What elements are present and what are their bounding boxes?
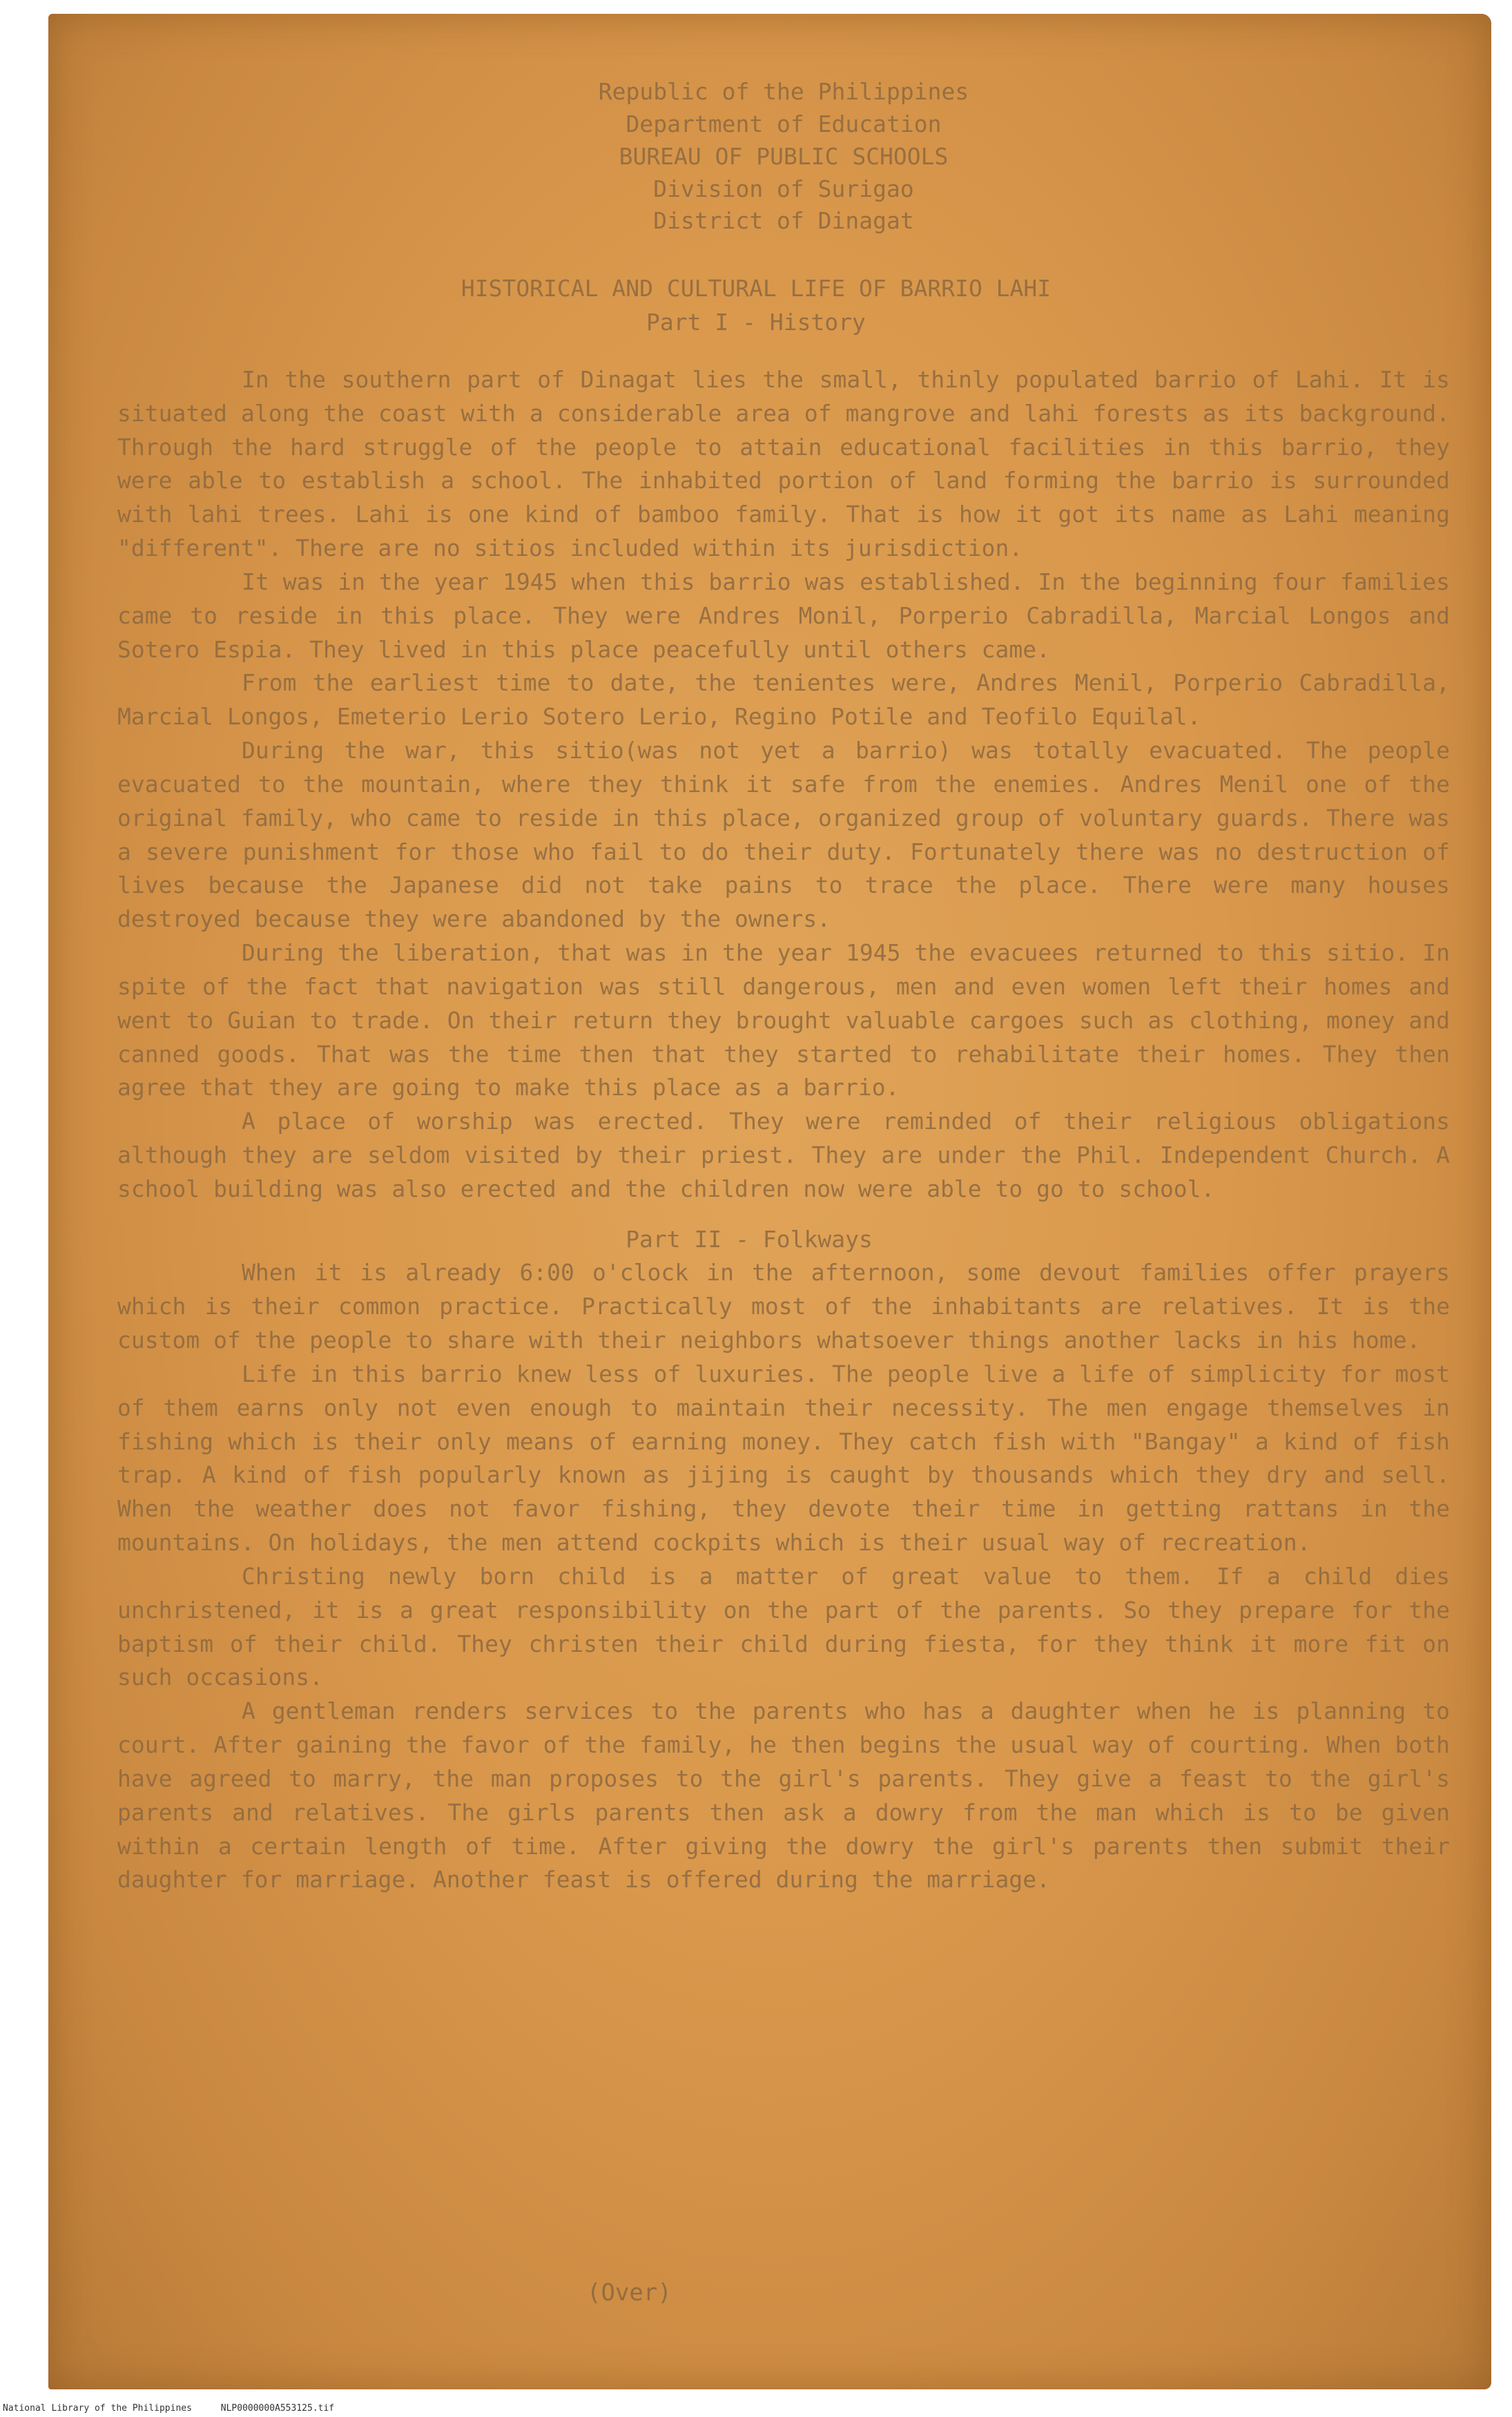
section-heading-history: Part I - History (646, 309, 866, 336)
history-paragraph: During the war, this sitio(was not yet a barrio) was totally evacuated. The people evacuated to the mountain, where they think it safe from the enemies. Andres Menil one of the original family, who came to reside in this place, organized group of voluntary guards. There was a severe punishment for those who fail to do their duty. Fortunately there was no destruction of lives because the Japanese did not take pains to trace the place. There were many houses destroyed because they were abandoned by the owners. (117, 737, 1450, 933)
document-title (55, 272, 1457, 340)
section-history (117, 363, 1457, 1206)
title-main: HISTORICAL AND CULTURAL LIFE OF BARRIO LAHI (461, 275, 1051, 302)
folkways-paragraph: Christing newly born child is a matter of great value to them. If a child dies unchristened, it is a great responsibility on the part of the parents. So they prepare for the baptism of their child. They christen their child during fiesta, for they think it more fit on such occasions. (117, 1562, 1450, 1691)
header-line-district: District of Dinagat (653, 207, 914, 235)
section-folkways (117, 1256, 1457, 1897)
scan-file-id: NLP0000000A553125.tif (220, 2403, 335, 2414)
header-line-department: Department of Education (626, 110, 942, 137)
history-paragraph: From the earliest time to date, the tenientes were, Andres Menil, Porperio Cabradilla, Marcial Longos, Emeterio Lerio Sotero Lerio, Regino Potile and Teofilo Equilal. (117, 669, 1450, 731)
header-line-republic: Republic of the Philippines (598, 78, 969, 105)
section-heading-folkways: Part II - Folkways (626, 1225, 873, 1253)
scan-info-strip (0, 2400, 1512, 2417)
folkways-paragraph: Life in this barrio knew less of luxuries. The people live a life of simplicity for most of them earns only not even enough to maintain their necessity. The men engage themselves in fishing which is their only means of earning money. They catch fish with "Bangay" a kind of fish trap. A kind of fish popularly known as jijing is caught by thousands which they dry and sell. When the weather does not favor fishing, they devote their time in getting rattans in the mountains. On holidays, the men attend cockpits which is their usual way of recreation. (117, 1360, 1450, 1557)
library-credit: National Library of the Philippines (3, 2403, 192, 2414)
history-paragraph: It was in the year 1945 when this barrio was established. In the beginning four families came to reside in this place. They were Andres Monil, Porperio Cabradilla, Marcial Longos and Sotero Espia. They lived in this place peacefully until others came. (117, 568, 1450, 663)
folkways-paragraph: When it is already 6:00 o'clock in the afternoon, some devout families offer prayers which is their common practice. Practically most of the inhabitants are relatives. It is the custom of the people to share with their neighbors whatsoever things another lacks in his home. (117, 1259, 1450, 1354)
header-line-division: Division of Surigao (653, 175, 914, 202)
document-body (117, 76, 1457, 1897)
page-over-note: (Over) (587, 2279, 672, 2307)
history-paragraph: In the southern part of Dinagat lies the small, thinly populated barrio of Lahi. It is situated along the coast with a considerable area of mangrove and lahi forests as its background. Through the hard struggle of the people to attain educational facilities in this barrio, they were able to establish a school. The inhabited portion of land forming the barrio is surrounded with lahi trees. Lahi is one kind of bamboo family. That is how it got its name as Lahi meaning "different". There are no sitios included within its jurisdiction. (117, 365, 1450, 562)
folkways-paragraph: A gentleman renders services to the parents who has a daughter when he is planning to court. After gaining the favor of the family, he then begins the usual way of courting. When both have agreed to marry, the man proposes to the girl's parents. They give a feast to the girl's parents and relatives. The girls parents then ask a dowry from the man which is to be given within a certain length of time. After giving the dowry the girl's parents then submit their daughter for marriage. Another feast is offered during the marriage. (117, 1697, 1450, 1894)
header-line-bureau: BUREAU OF PUBLIC SCHOOLS (619, 142, 949, 170)
history-paragraph: During the liberation, that was in the year 1945 the evacuees returned to this sitio. In spite of the fact that navigation was still dangerous, men and even women left their homes and went to Guian to trade. On their return they brought valuable cargoes such as clothing, money and canned goods. That was the time then that they started to rehabilitate their homes. They then agree that they are going to make this place as a barrio. (117, 939, 1450, 1101)
letterhead (110, 76, 1457, 238)
history-paragraph: A place of worship was erected. They were reminded of their religious obligations although they are seldom visited by their priest. They are under the Phil. Independent Church. A school building was also erected and the children now were able to go to school. (117, 1108, 1450, 1202)
